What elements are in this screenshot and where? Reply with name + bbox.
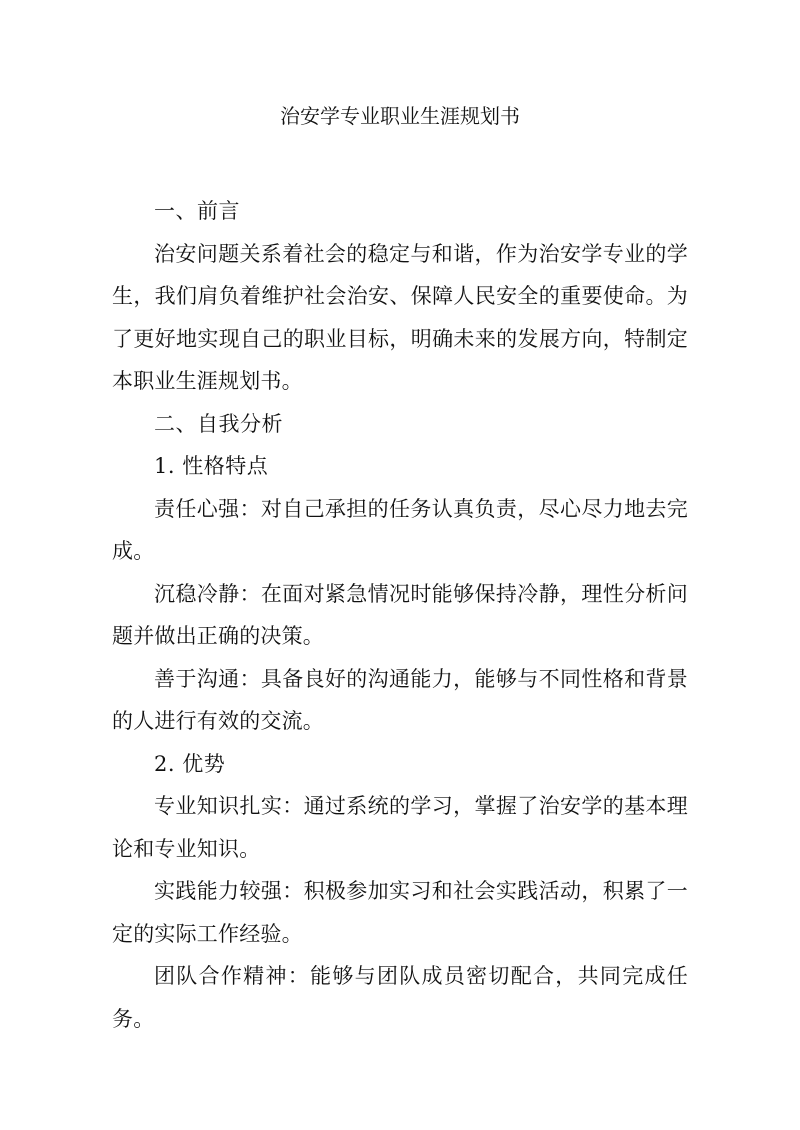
strength-item: 实践能力较强：积极参加实习和社会实践活动，积累了一定的实际工作经验。: [112, 879, 688, 946]
personality-item: 沉稳冷静：在面对紧急情况时能够保持冷静，理性分析问题并做出正确的决策。: [112, 581, 688, 648]
document-body: [112, 190, 688, 1040]
strength-item: 团队合作精神：能够与团队成员密切配合，共同完成任务。: [112, 964, 688, 1031]
section-heading-self-analysis: 二、自我分析: [154, 411, 283, 436]
section-heading-preface: 一、前言: [154, 199, 240, 223]
personality-item: 善于沟通：具备良好的沟通能力，能够与不同性格和背景的人进行有效的交流。: [112, 666, 688, 733]
subheading-strengths: 2. 优势: [154, 751, 226, 776]
subheading-personality: 1. 性格特点: [154, 454, 269, 478]
document-title: 治安学专业职业生涯规划书: [280, 104, 520, 128]
preface-paragraph: 治安问题关系着社会的稳定与和谐，作为治安学专业的学生，我们肩负着维护社会治安、保障人民安全的重要使命。为了更好地实现自己的职业目标，明确未来的发展方向，特制定本职业生涯规划书。: [112, 241, 688, 393]
strength-item: 专业知识扎实：通过系统的学习，掌握了治安学的基本理论和专业知识。: [112, 794, 688, 861]
personality-item: 责任心强：对自己承担的任务认真负责，尽心尽力地去完成。: [112, 496, 688, 563]
